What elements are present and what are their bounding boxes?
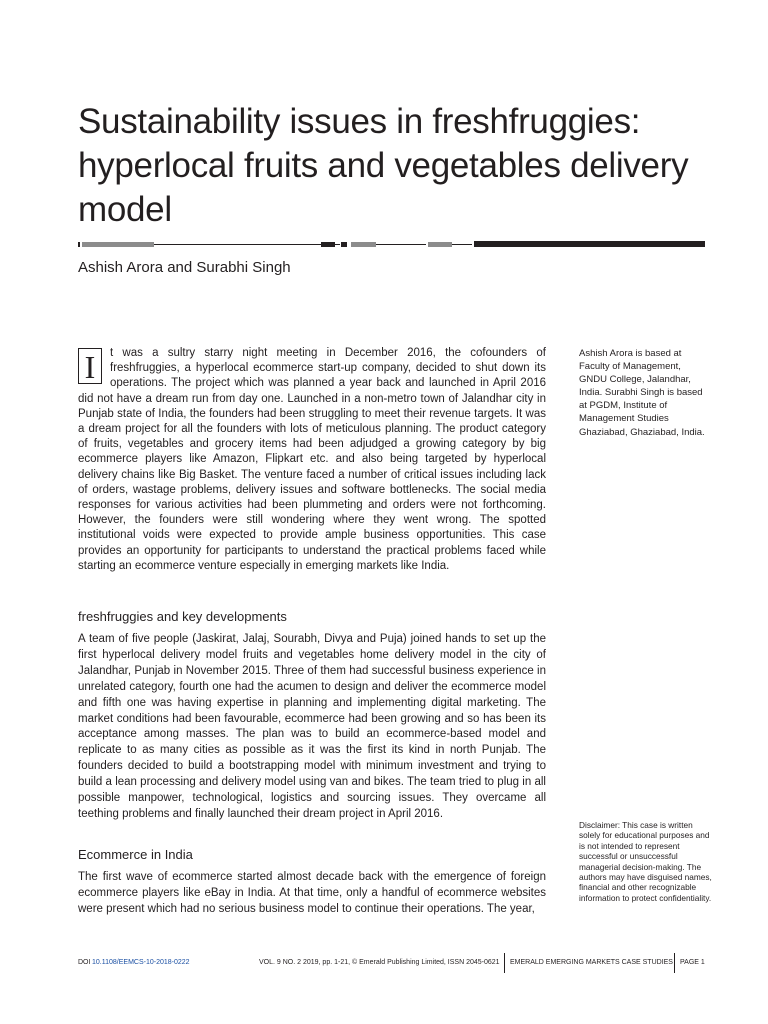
section-paragraph-ecommerce-india: The first wave of ecommerce started almost decade back with the emergence of foreign ecommerce players like eBay in India. At that time, only a handful of ecommerce websites were present which had no serious business model to continue their operations. The year, [78,871,546,915]
section-heading-key-developments: freshfruggies and key developments [78,609,287,624]
authors: Ashish Arora and Surabhi Singh [78,259,291,276]
page-number: PAGE 1 [680,959,705,966]
citation-text: VOL. 9 NO. 2 2019, pp. 1-21, © Emerald Publishing Limited, ISSN 2045-0621 [259,959,500,966]
section-paragraph-key-developments: A team of five people (Jaskirat, Jalaj, Sourabh, Divya and Puja) joined hands to set up the first hyperlocal delivery model fruits and vegetables home delivery model in the city of Jalandhar, Punjab in November 2015. Three of them had successful business experience in unrelated category, fourth one had the acumen to design and deliver the ecommerce model and fifth one was having expertise in planning and implementing digital marketing. The market conditions had been favourable, ecommerce had been growing and so has been its acceptance among masses. The plan was to build an ecommerce-based model and replicate to as many cities as possible as it was the first its kind in north Punjab. The founders decided to build a bootstrapping model with minimum investment and trying to build a lean processing and delivery model using van and bikes. The team tried to plug in all possible manpower, technological, logistics and sourcing issues. They overcame all teething problems and finally launched their dream project in April 2016. [78,633,546,820]
page-footer [78,956,708,970]
author-affiliation-note: Ashish Arora is based at Faculty of Management, GNDU College, Jalandhar, India. Surabhi Singh is based at PGDM, Institute of Management Studies Ghaziabad, Ghaziabad, India. [579,348,705,438]
title-divider [78,240,705,247]
doi-label: DOI [78,959,91,966]
article-title: Sustainability issues in freshfruggies: hyperlocal fruits and vegetables delivery model [78,102,689,229]
journal-name: EMERALD EMERGING MARKETS CASE STUDIES [510,959,673,966]
footer-separator [504,953,505,973]
doi-link[interactable]: 10.1108/EEMCS-10-2018-0222 [92,959,190,966]
section-heading-ecommerce-india: Ecommerce in India [78,847,193,862]
intro-paragraph [78,346,546,574]
drop-cap: I [78,348,102,384]
footer-separator [674,953,675,973]
intro-text: t was a sultry starry night meeting in December 2016, the cofounders of freshfruggies, a hyperlocal ecommerce start-up company, decided to shut down its operations. The project which was planned a year back and launched in April 2016 did not have a dream run from day one. Launched in a non-metro town of Jalandhar city in Punjab state of India, the founders had been struggling to meet their revenue targets. It was a dream project for all the founders with lots of meticulous planning. The product category of fruits, vegetables and grocery items had been adjudged a growing category by big ecommerce players like Amazon, Flipkart etc. and also being targeted by hyperlocal delivery chains like Big Basket. The venture faced a number of critical issues including lack of orders, wastage problems, delivery issues and software bottlenecks. The social media responses for various activities had been plummeting and orders were not forthcoming. However, the founders were still wondering where they went wrong. The spotted institutional voids were expected to provide ample business opportunities. This case provides an opportunity for participants to understand the practical problems faced while starting an ecommerce venture especially in emerging markets like India. [78,347,546,572]
disclaimer-note: Disclaimer: This case is written solely for educational purposes and is not intended to represent successful or unsuccessful managerial decision-making. The authors may have disguised names, financial and other recognizable information to protect confidentiality. [579,820,712,903]
